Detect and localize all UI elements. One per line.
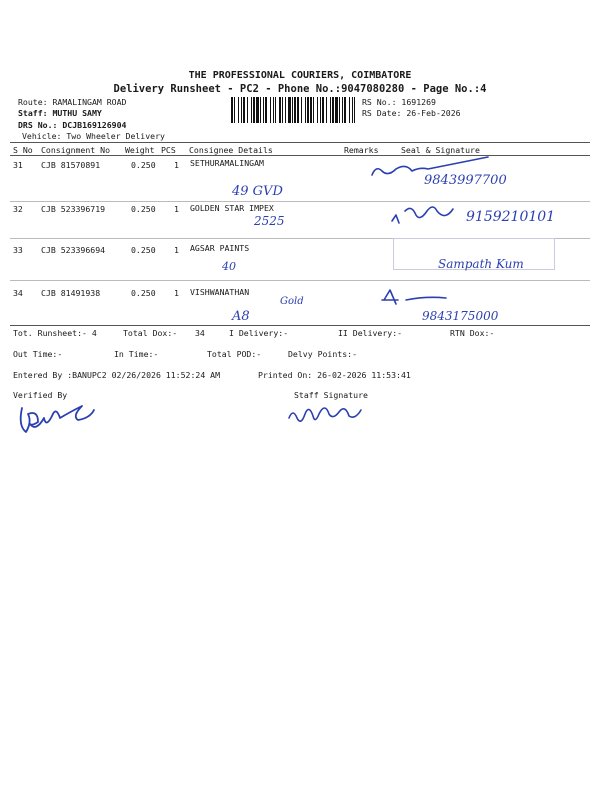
row-33-handwriting — [220, 238, 590, 288]
route-text: Route: RAMALINGAM ROAD — [18, 97, 127, 107]
drs-number: DRS No.: DCJB169126904 — [18, 120, 127, 130]
row-31-weight: 0.250 — [131, 160, 156, 170]
printed-on: Printed On: 26-02-2026 11:53:41 — [258, 370, 411, 380]
entered-by: Entered By :BANUPC2 02/26/2026 11:52:24 AM — [13, 370, 221, 380]
row-33-pcs: 1 — [174, 245, 179, 255]
col-remarks: Remarks — [344, 145, 379, 155]
row-34-phone: 9843175000 — [422, 309, 499, 323]
row-34-note-2: Gold — [280, 296, 304, 307]
row-32-consignment: CJB 523396719 — [41, 204, 106, 214]
row-34-weight: 0.250 — [131, 288, 156, 298]
col-consignee: Consignee Details — [189, 145, 273, 155]
header-top-rule — [10, 142, 590, 143]
row-33-consignment: CJB 523396694 — [41, 245, 106, 255]
staff-signature — [285, 398, 375, 428]
staff-signature-label: Staff Signature — [294, 390, 368, 400]
row-34-note-1: A8 — [232, 309, 250, 324]
summary-rule — [10, 325, 590, 326]
company-title: THE PROFESSIONAL COURIERS, COIMBATORE — [188, 70, 412, 81]
ii-delivery: II Delivery:- — [338, 328, 403, 338]
rtn-dox: RTN Dox:- — [450, 328, 495, 338]
row-32-weight: 0.250 — [131, 204, 156, 214]
verified-by-signature — [14, 398, 104, 438]
row-32-phone: 9159210101 — [466, 209, 556, 225]
row-33-sno: 33 — [13, 245, 23, 255]
row-33-note: 40 — [222, 260, 236, 273]
col-sno: S No — [13, 145, 33, 155]
row-32-pcs: 1 — [174, 204, 179, 214]
col-pcs: PCS — [161, 145, 176, 155]
row-33-name: Sampath Kum — [438, 257, 524, 271]
col-seal-signature: Seal & Signature — [401, 145, 480, 155]
runsheet-subtitle: Delivery Runsheet - PC2 - Phone No.:9047080280 - Page No.:4 — [113, 83, 487, 95]
in-time: In Time:- — [114, 349, 159, 359]
row-32-note: 2525 — [254, 214, 285, 228]
row-34-consignee: VISHWANATHAN — [190, 287, 250, 297]
staff-text: Staff: MUTHU SAMY — [18, 108, 102, 118]
tot-runsheet: Tot. Runsheet:- 4 — [13, 328, 97, 338]
row-32-sno: 32 — [13, 204, 23, 214]
i-delivery: I Delivery:- — [229, 328, 289, 338]
row-31-note: 49 GVD — [232, 184, 283, 199]
row-34-pcs: 1 — [174, 288, 179, 298]
total-dox-label: Total Dox:- — [123, 328, 178, 338]
row-31-sno: 31 — [13, 160, 23, 170]
rs-date: RS Date: 26-Feb-2026 — [362, 108, 461, 118]
row-34-sno: 34 — [13, 288, 23, 298]
delvy-points: Delvy Points:- — [288, 349, 358, 359]
total-dox-value: 34 — [195, 328, 205, 338]
out-time: Out Time:- — [13, 349, 63, 359]
row-31-pcs: 1 — [174, 160, 179, 170]
row-34-handwriting — [220, 282, 590, 330]
barcode — [231, 97, 357, 123]
row-34-signature-stroke — [382, 290, 446, 304]
row-32-signature-stroke — [392, 207, 453, 223]
rs-number: RS No.: 1691269 — [362, 97, 436, 107]
verified-by-label: Verified By — [13, 390, 68, 400]
row-31-phone: 9843997700 — [424, 173, 507, 188]
col-consignment: Consignment No — [41, 145, 111, 155]
row-32-consignee: GOLDEN STAR IMPEX — [190, 203, 274, 213]
row-31-consignee: SETHURAMALINGAM — [190, 158, 264, 168]
total-pod: Total POD:- — [207, 349, 262, 359]
row-33-weight: 0.250 — [131, 245, 156, 255]
vehicle-text: Vehicle: Two Wheeler Delivery — [22, 131, 165, 141]
row-34-consignment: CJB 81491938 — [41, 288, 101, 298]
row-31-consignment: CJB 81570891 — [41, 160, 101, 170]
row-33-consignee: AGSAR PAINTS — [190, 243, 250, 253]
col-weight: Weight — [125, 145, 155, 155]
